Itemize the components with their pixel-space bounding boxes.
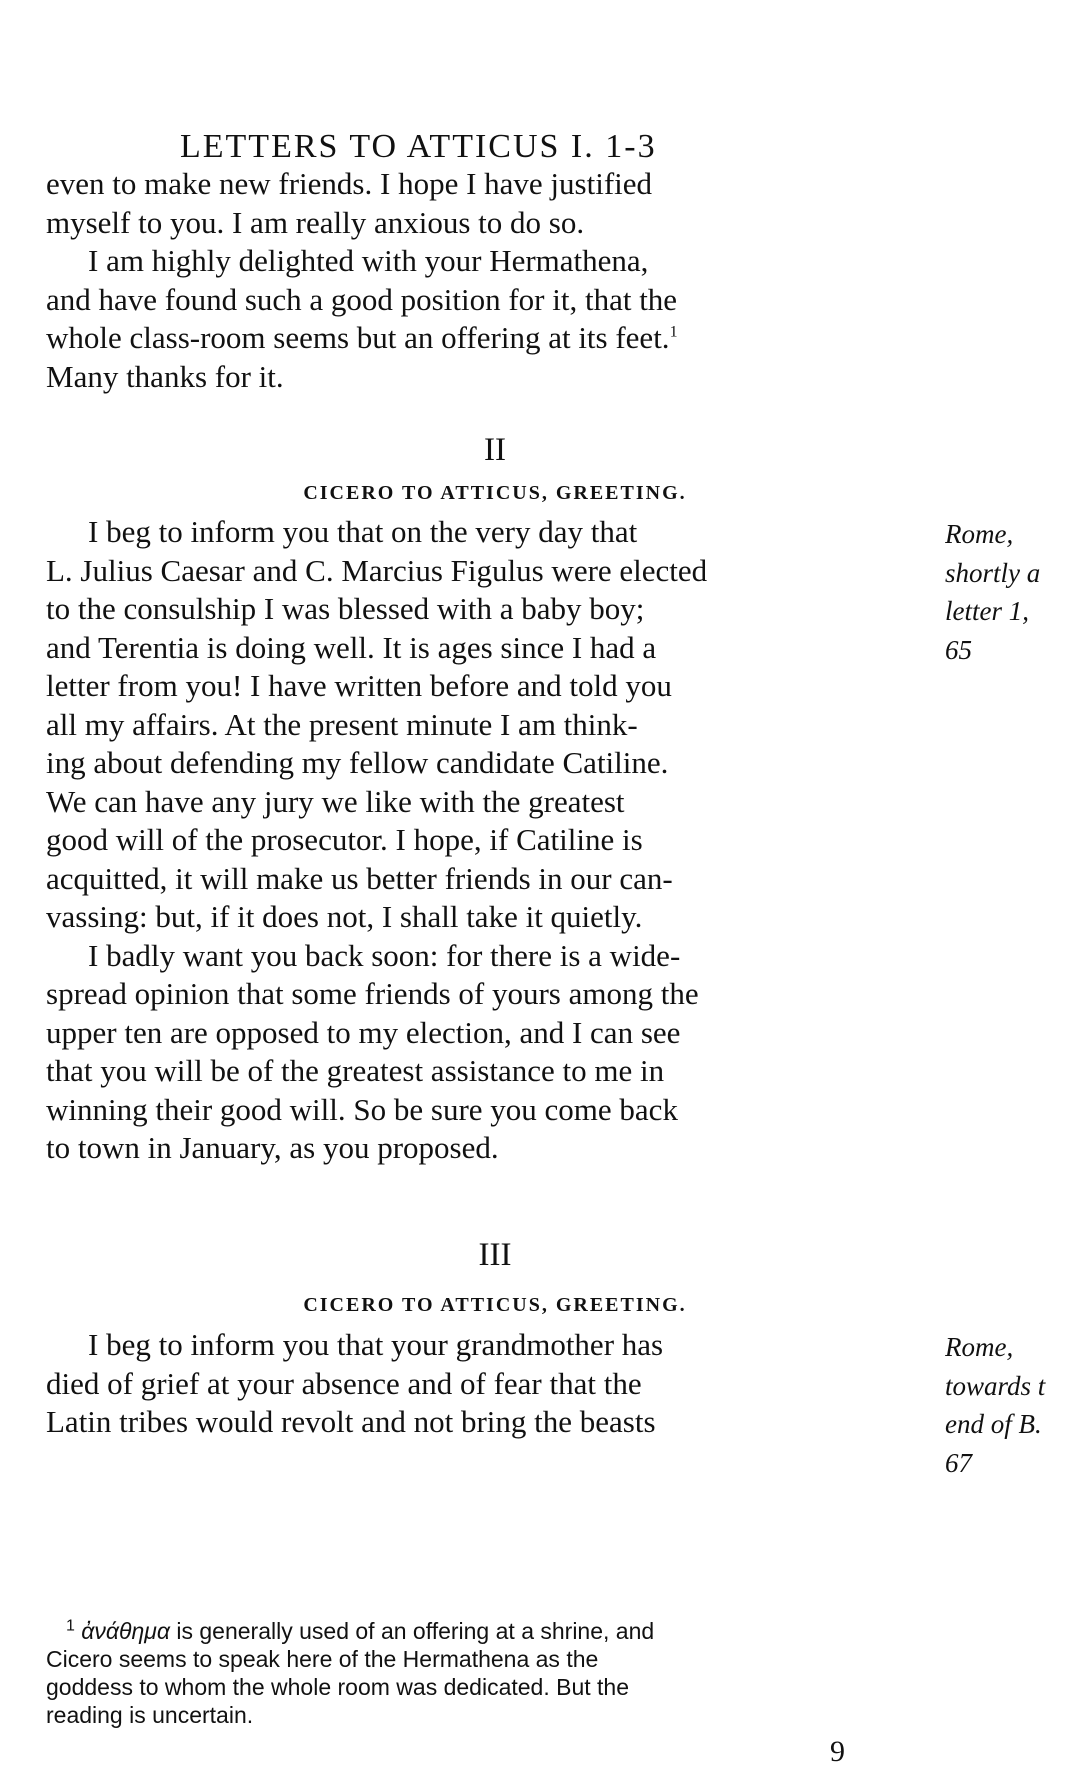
text-line [46, 319, 930, 358]
letter-iii-margin-note [945, 1328, 1079, 1482]
text-line: spread opinion that some friends of yours among the [46, 976, 699, 1011]
letter-i-text [46, 165, 930, 396]
margin-note-line: towards t [945, 1370, 1046, 1401]
footnote-line: reading is uncertain. [46, 1702, 254, 1728]
text-line-content: whole class-room seems but an offering at its feet. [46, 320, 670, 355]
text-line: upper ten are opposed to my election, and I can see [46, 1014, 681, 1050]
text-line: We can have any jury we like with the greatest [46, 783, 625, 819]
text-line: good will of the prosecutor. I hope, if Catiline is [46, 822, 643, 857]
text-line: died of grief at your absence and of fear that the [46, 1365, 642, 1401]
text-line: vassing: but, if it does not, I shall take it quietly. [46, 899, 643, 934]
letter-iii-text [46, 1326, 930, 1442]
footnote-marker: 1 [66, 1617, 75, 1635]
margin-note-line: shortly a [945, 557, 1041, 588]
margin-note-line: letter 1, [945, 596, 1029, 626]
footnote [46, 1617, 930, 1729]
letter-ii-margin-note [945, 515, 1079, 669]
text-line: and Terentia is doing well. It is ages since I had a [46, 629, 657, 665]
footnote-line-text: is generally used of an offering at a shrine, and [176, 1618, 655, 1644]
text-line: Many thanks for it. [46, 358, 284, 394]
letter-iii-numeral: III [478, 1237, 512, 1273]
text-line: to the consulship I was blessed with a baby boy; [46, 591, 645, 626]
text-line: acquitted, it will make us better friends in our can- [46, 860, 673, 896]
footnote-line [46, 1617, 930, 1645]
page-number: 9 [830, 1735, 845, 1768]
margin-note-line: end of B. [945, 1409, 1042, 1439]
text-line: to town in January, as you proposed. [46, 1130, 499, 1165]
text-line: I badly want you back soon: for there is a wide- [88, 937, 681, 973]
text-line: and have found such a good position for it, that the [46, 281, 678, 317]
footnote-line: Cicero seems to speak here of the Hermathena as the [46, 1646, 599, 1672]
margin-note-line: Rome, [945, 519, 1014, 549]
letter-ii-text [46, 513, 930, 1168]
text-line: L. Julius Caesar and C. Marcius Figulus were elected [46, 552, 708, 588]
text-line: winning their good will. So be sure you come back [46, 1091, 678, 1127]
letter-ii-greeting: CICERO TO ATTICUS, GREETING. [303, 482, 687, 504]
text-line: I am highly delighted with your Hermathena, [88, 243, 649, 278]
text-line: Latin tribes would revolt and not bring the beasts [46, 1404, 656, 1439]
running-head: LETTERS TO ATTICUS I. 1-3 [180, 128, 657, 165]
footnote-line: goddess to whom the whole room was dedicated. But the [46, 1674, 630, 1700]
text-line: letter from you! I have written before and told you [46, 668, 672, 703]
letter-iii-greeting: CICERO TO ATTICUS, GREETING. [303, 1294, 687, 1316]
text-line: all my affairs. At the present minute I am think- [46, 706, 638, 742]
margin-note-line: 65 [945, 634, 972, 665]
text-line: ing about defending my fellow candidate Catiline. [46, 745, 669, 780]
margin-note-line: 67 [945, 1447, 972, 1478]
text-line: I beg to inform you that your grandmother has [88, 1327, 664, 1362]
footnote-greek-word: ἀνάθημα [81, 1618, 170, 1644]
letter-ii-numeral: II [484, 432, 506, 468]
text-line: even to make new friends. I hope I have justified [46, 166, 653, 201]
margin-note-line: Rome, [945, 1332, 1014, 1362]
text-line: I beg to inform you that on the very day that [88, 514, 638, 549]
text-line: that you will be of the greatest assistance to me in [46, 1053, 665, 1088]
footnote-marker: 1 [669, 323, 678, 341]
text-line: myself to you. I am really anxious to do so. [46, 204, 585, 240]
